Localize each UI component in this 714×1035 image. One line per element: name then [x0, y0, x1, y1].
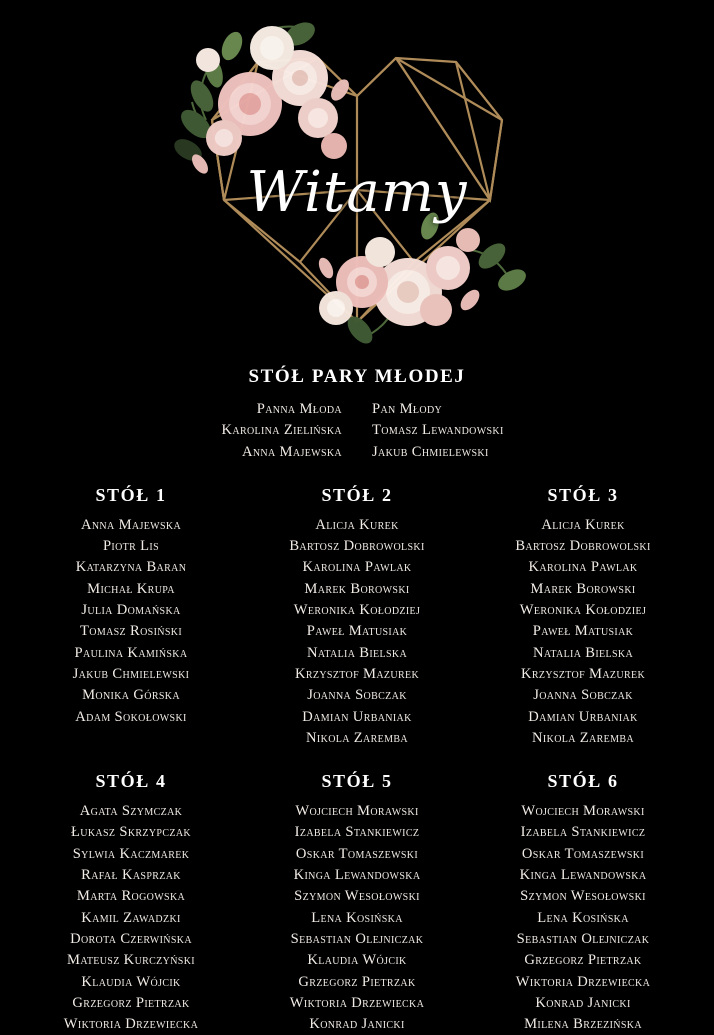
guest-name: Łukasz Skrzypczak: [71, 824, 191, 841]
tables-grid: [0, 485, 714, 1035]
guest-name: Julia Domańska: [81, 602, 181, 619]
guest-name: Karolina Pawlak: [302, 559, 412, 576]
head-guest: Pan Młody: [372, 401, 443, 417]
guest-name: Wiktoria Drzewiecka: [515, 973, 651, 990]
guest-name: Bartosz Dobrowolski: [515, 538, 651, 555]
guest-name: Sebastian Olejniczak: [516, 930, 650, 947]
guest-name: Michał Krupa: [87, 580, 175, 597]
head-table-left-column: [162, 399, 342, 463]
guest-name: Paweł Matusiak: [306, 623, 408, 640]
guest-name: Marek Borowski: [304, 580, 410, 597]
guest-name: Damian Urbaniak: [302, 708, 412, 725]
guest-name: Grzegorz Pietrzak: [298, 973, 416, 990]
guest-name: Szymon Wesołowski: [520, 888, 646, 905]
head-guest: Jakub Chmielewski: [372, 443, 489, 460]
guest-name: Paulina Kamińska: [74, 644, 188, 661]
guest-name: Milena Brzezińska: [524, 1016, 642, 1033]
table-block-1: [18, 485, 244, 749]
guest-name: Wiktoria Drzewiecka: [63, 1016, 199, 1033]
guest-name: Lena Kosińska: [537, 909, 629, 926]
guest-name: Jakub Chmielewski: [72, 665, 190, 682]
guest-name: Kinga Lewandowska: [519, 867, 647, 884]
guest-name: Weronika Kołodziej: [293, 602, 421, 619]
guest-name: Marek Borowski: [530, 580, 636, 597]
table-title: STÓŁ 1: [95, 484, 167, 505]
guest-name: Paweł Matusiak: [532, 623, 634, 640]
table-block-2: [244, 485, 470, 749]
guest-name: Klaudia Wójcik: [307, 952, 407, 969]
guest-name: Karolina Pawlak: [528, 559, 638, 576]
guest-name: Klaudia Wójcik: [81, 973, 181, 990]
guest-name: Oskar Tomaszewski: [295, 845, 419, 862]
guest-name: Piotr Lis: [102, 538, 160, 555]
table-block-4: [18, 771, 244, 1035]
table-block-3: [470, 485, 696, 749]
guest-name: Kamil Zawadzki: [81, 909, 181, 926]
guest-name: Grzegorz Pietrzak: [72, 994, 190, 1011]
guest-name: Konrad Janicki: [535, 994, 631, 1011]
guest-name: Joanna Sobczak: [533, 687, 633, 704]
guest-name: Izabela Stankiewicz: [520, 824, 646, 841]
guest-name: Izabela Stankiewicz: [294, 824, 420, 841]
guest-name: Sebastian Olejniczak: [290, 930, 424, 947]
head-table-section: [0, 366, 714, 463]
guest-name: Alicja Kurek: [315, 516, 399, 533]
head-guest: Anna Majewska: [241, 443, 342, 460]
table-title: STÓŁ 6: [547, 771, 619, 792]
guest-name: Grzegorz Pietrzak: [524, 952, 642, 969]
table-title: STÓŁ 3: [547, 484, 619, 505]
table-block-6: [470, 771, 696, 1035]
guest-name: Wiktoria Drzewiecka: [289, 994, 425, 1011]
guest-name: Anna Majewska: [80, 516, 182, 533]
head-table-columns: [0, 399, 714, 463]
guest-name: Wojciech Morawski: [295, 803, 419, 820]
floral-cluster-top-left: [171, 18, 353, 177]
guest-name: Tomasz Rosiński: [80, 623, 182, 640]
guest-name: Weronika Kołodziej: [519, 602, 647, 619]
guest-name: Alicja Kurek: [541, 516, 625, 533]
guest-name: Wojciech Morawski: [521, 803, 645, 820]
guest-name: Natalia Bielska: [306, 644, 408, 661]
head-table-title: STÓŁ PARY MŁODEJ: [248, 366, 466, 387]
tables-row-top: [18, 485, 696, 749]
guest-name: Sylwia Kaczmarek: [72, 845, 190, 862]
table-block-5: [244, 771, 470, 1035]
guest-name: Rafał Kasprzak: [81, 867, 181, 884]
guest-name: Oskar Tomaszewski: [521, 845, 645, 862]
guest-name: Marta Rogowska: [76, 888, 186, 905]
greeting-title: Witamy: [246, 160, 468, 225]
guest-name: Nikola Zaremba: [532, 729, 634, 746]
table-title: STÓŁ 5: [321, 771, 393, 792]
guest-name: Kinga Lewandowska: [293, 867, 421, 884]
guest-name: Adam Sokołowski: [75, 708, 187, 725]
guest-name: Dorota Czerwińska: [70, 930, 192, 947]
table-title: STÓŁ 4: [95, 771, 167, 792]
guest-name: Krzysztof Mazurek: [294, 665, 420, 682]
guest-name: Mateusz Kurczyński: [67, 952, 195, 969]
head-guest: Karolina Zielińska: [221, 422, 342, 439]
floral-heart-wreath: [0, 0, 714, 352]
table-title: STÓŁ 2: [321, 484, 393, 505]
guest-name: Agata Szymczak: [79, 803, 183, 820]
floral-cluster-bottom-right: [316, 210, 530, 348]
guest-name: Joanna Sobczak: [307, 687, 407, 704]
guest-name: Nikola Zaremba: [306, 729, 408, 746]
tables-row-bottom: [18, 771, 696, 1035]
guest-name: Krzysztof Mazurek: [520, 665, 646, 682]
guest-name: Damian Urbaniak: [528, 708, 638, 725]
guest-name: Natalia Bielska: [532, 644, 634, 661]
guest-name: Katarzyna Baran: [75, 559, 187, 576]
head-guest: Tomasz Lewandowski: [372, 422, 504, 439]
head-guest: Panna Młoda: [256, 401, 342, 417]
guest-name: Monika Górska: [82, 687, 180, 704]
guest-name: Lena Kosińska: [311, 909, 403, 926]
guest-name: Szymon Wesołowski: [294, 888, 420, 905]
guest-name: Konrad Janicki: [309, 1016, 405, 1033]
head-table-right-column: [372, 399, 552, 463]
guest-name: Bartosz Dobrowolski: [289, 538, 425, 555]
